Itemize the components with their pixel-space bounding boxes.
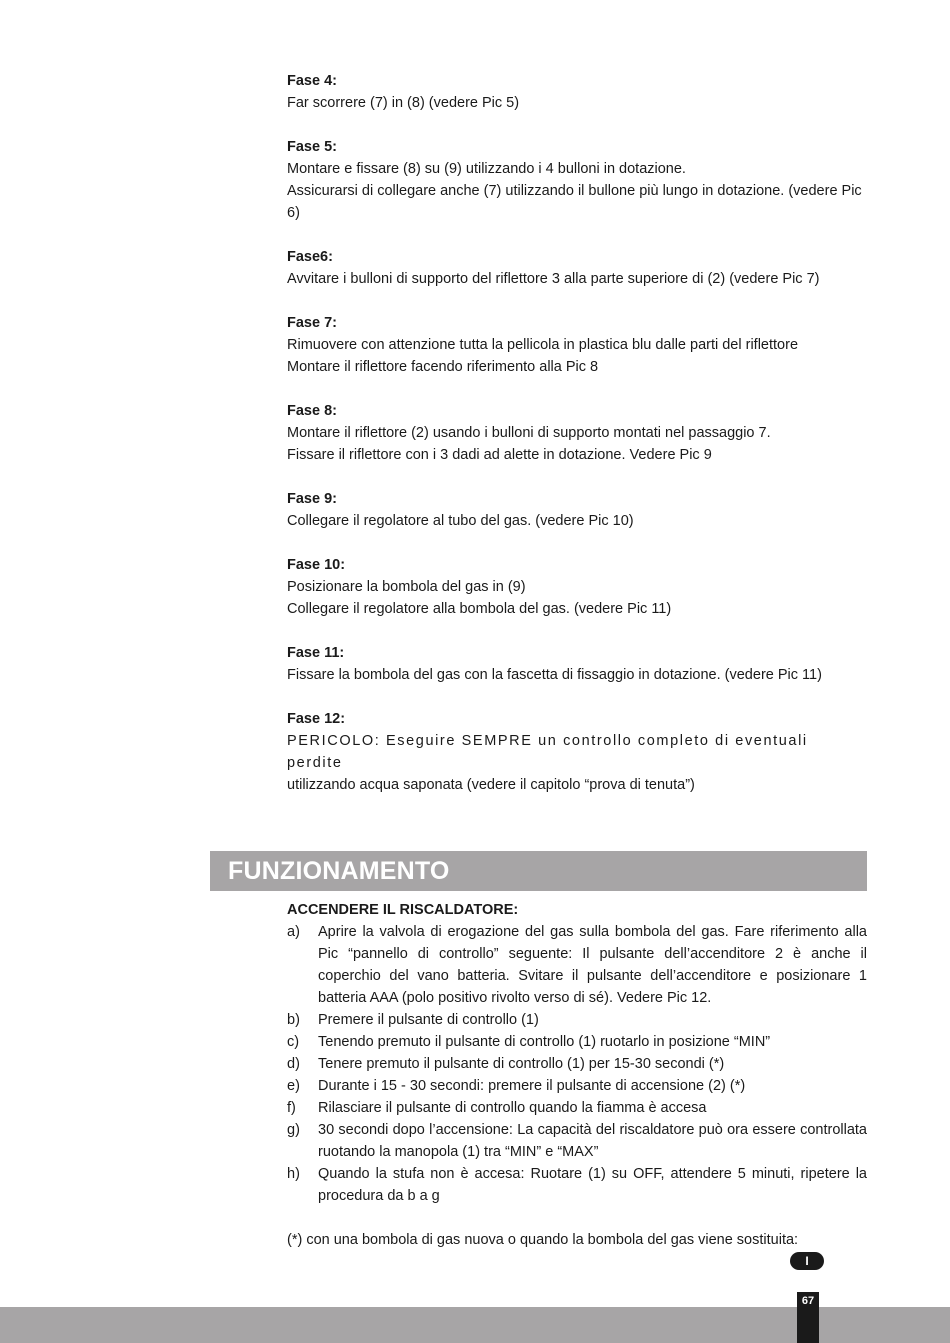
step — [287, 246, 867, 290]
list-item-text: Tenere premuto il pulsante di controllo (1) per 15-30 secondi (*) — [318, 1056, 725, 1072]
list-item-letter: g) — [287, 1122, 300, 1138]
list-item — [287, 1009, 867, 1031]
list-item-letter: h) — [287, 1166, 300, 1182]
list-item — [287, 1163, 867, 1207]
operation-heading: ACCENDERE IL RISCALDATORE: — [287, 902, 519, 918]
step — [287, 70, 867, 114]
step-text: Rimuovere con attenzione tutta la pellicola in plastica blu dalle parti del riflettore — [287, 337, 799, 353]
step — [287, 400, 867, 466]
assembly-steps — [287, 70, 867, 818]
step — [287, 708, 867, 796]
list-item-text: Durante i 15 - 30 secondi: premere il pulsante di accensione (2) (*) — [318, 1078, 746, 1094]
list-item-text: Premere il pulsante di controllo (1) — [318, 1012, 539, 1028]
list-item-letter: c) — [287, 1034, 300, 1050]
list-item — [287, 1053, 867, 1075]
operation-list — [287, 921, 867, 1207]
danger-warning-text: PERICOLO: Eseguire SEMPRE un controllo completo di eventuali perdite — [287, 733, 808, 771]
footnote: (*) con una bombola di gas nuova o quando la bombola del gas viene sostituita: — [287, 1232, 799, 1248]
list-item-text: Tenendo premuto il pulsante di controllo (1) ruotarlo in posizione “MIN” — [318, 1034, 771, 1050]
page-number: 67 — [801, 1295, 815, 1307]
list-item-letter: a) — [287, 924, 300, 940]
list-item-text: 30 secondi dopo l’accensione: La capacità del riscaldatore può ora essere controllata ruotando la manopola (1) tra “MIN” e “MAX” — [318, 1122, 867, 1160]
step-text: Far scorrere (7) in (8) (vedere Pic 5) — [287, 95, 520, 111]
list-item-text: Aprire la valvola di erogazione del gas sulla bombola del gas. Fare riferimento alla Pic “pannello di controllo” seguente: Il pulsante dell’accenditore 2 è anche il coperchio del vano batteria. Svitare il pulsante dell’accenditore e posizionare 1 batteria AAA (polo positivo rivolto verso di sé). Vedere Pic 12. — [318, 924, 867, 1006]
step-text: Posizionare la bombola del gas in (9) — [287, 579, 526, 595]
list-item-text: Rilasciare il pulsante di controllo quando la fiamma è accesa — [318, 1100, 707, 1116]
step-text: Collegare il regolatore alla bombola del gas. (vedere Pic 11) — [287, 601, 672, 617]
step-text: utilizzando acqua saponata (vedere il capitolo “prova di tenuta”) — [287, 777, 695, 793]
step-title: Fase 12: — [287, 711, 346, 727]
step — [287, 136, 867, 224]
list-item — [287, 1075, 867, 1097]
list-item-letter: d) — [287, 1056, 300, 1072]
list-item-letter: e) — [287, 1078, 300, 1094]
list-item-text: Quando la stufa non è accesa: Ruotare (1) su OFF, attendere 5 minuti, ripetere la procedura da b a g — [318, 1166, 867, 1204]
list-item — [287, 1031, 867, 1053]
section-title: FUNZIONAMENTO — [228, 857, 450, 885]
list-item — [287, 1119, 867, 1163]
operation-section — [287, 899, 867, 1251]
step-text: Avvitare i bulloni di supporto del riflettore 3 alla parte superiore di (2) (vedere Pic 7) — [287, 271, 820, 287]
section-header-bar — [210, 851, 867, 891]
step-title: Fase6: — [287, 249, 333, 265]
step-text: Fissare il riflettore con i 3 dadi ad alette in dotazione. Vedere Pic 9 — [287, 447, 712, 463]
step-text: Assicurarsi di collegare anche (7) utilizzando il bullone più lungo in dotazione. (vedere Pic 6) — [287, 183, 862, 221]
list-item — [287, 921, 867, 1009]
step-text: Montare il riflettore (2) usando i bulloni di supporto montati nel passaggio 7. — [287, 425, 771, 441]
step — [287, 488, 867, 532]
step-title: Fase 4: — [287, 73, 337, 89]
page-number-tab — [797, 1292, 819, 1343]
list-item — [287, 1097, 867, 1119]
step-text: Collegare il regolatore al tubo del gas. (vedere Pic 10) — [287, 513, 634, 529]
step-title: Fase 8: — [287, 403, 337, 419]
step-title: Fase 11: — [287, 645, 345, 661]
language-badge: I — [790, 1252, 824, 1270]
step — [287, 312, 867, 378]
list-item-letter: b) — [287, 1012, 300, 1028]
list-item-letter: f) — [287, 1100, 296, 1116]
step-title: Fase 10: — [287, 557, 346, 573]
step-title: Fase 7: — [287, 315, 337, 331]
step-text: Fissare la bombola del gas con la fascetta di fissaggio in dotazione. (vedere Pic 11) — [287, 667, 822, 683]
step — [287, 554, 867, 620]
step-text: Montare il riflettore facendo riferimento alla Pic 8 — [287, 359, 599, 375]
step-title: Fase 5: — [287, 139, 337, 155]
step-title: Fase 9: — [287, 491, 337, 507]
step — [287, 642, 867, 686]
step-text: Montare e fissare (8) su (9) utilizzando i 4 bulloni in dotazione. — [287, 161, 686, 177]
